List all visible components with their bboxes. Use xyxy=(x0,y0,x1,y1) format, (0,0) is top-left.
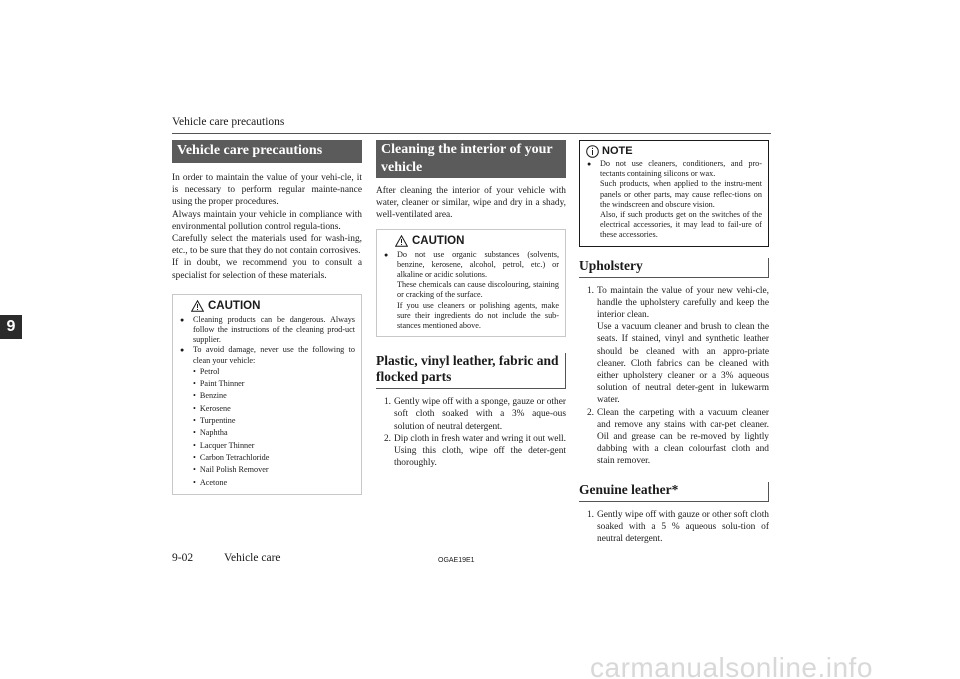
list-item: 1. Gently wipe off with gauze or other soft cloth soaked with a 5 % aqueous solu-tion of neutral detergent. xyxy=(586,509,769,545)
running-head: Vehicle care precautions xyxy=(172,116,285,128)
bullet-icon: ● xyxy=(384,250,389,259)
note-text: Such products, when applied to the instru-ment panels or other parts, may cause reflec-tions on the windscreen and obscure vision. xyxy=(600,179,762,209)
bullet-icon: ● xyxy=(587,160,592,168)
list-item: 1. Gently wipe off with a sponge, gauze or other soft cloth soaked with a 3% aque-ous solution of neutral detergent. xyxy=(383,397,566,432)
list-item: • Paint Thinner xyxy=(193,378,355,390)
paragraph: In order to maintain the value of your vehi-cle, it is necessary to perform regular mainte-nance using the proper procedures. xyxy=(172,173,362,208)
list-item: 2. Clean the carpeting with a vacuum cleaner and remove any stains with car-pet cleaner. Oil and grease can be re-moved by lightly dabbing with a clean colourfast cloth and stain remover. xyxy=(586,407,769,467)
numbered-list xyxy=(579,509,769,546)
paragraph: If in doubt, we recommend you to consult a specialist for selection of these materials. xyxy=(172,258,362,281)
list-item: • Acetone xyxy=(193,477,355,489)
caution-text: If you use cleaners or polishing agents, make sure their ingredients do not include the sub-stances mentioned above. xyxy=(397,300,559,331)
document-code: OGAE19E1 xyxy=(438,557,475,564)
warning-triangle-icon xyxy=(191,300,204,312)
section-title: Cleaning the interior of your vehicle xyxy=(376,140,566,178)
footer-title: Vehicle care xyxy=(224,552,281,564)
caution-label: CAUTION xyxy=(412,235,465,248)
column-middle xyxy=(376,140,566,469)
subsection-heading: Upholstery xyxy=(579,258,769,278)
page-number: 9-02 xyxy=(172,552,194,564)
list-item: • Carbon Tetrachloride xyxy=(193,452,355,464)
warning-triangle-icon xyxy=(395,235,408,247)
note-text: Also, if such products get on the switches of the electrical accessories, it may lead to fail-ure of these accessories. xyxy=(600,210,762,240)
list-text: Use a vacuum cleaner and brush to clean the seats. If stained, vinyl and synthetic leather should be cleaned with an appro-priate cleaner. Cloth fabrics can be cleaned with either upholstery cleaner or a 3% aqueous solution of neutral deter-gent in lukewarm water. xyxy=(597,322,769,406)
list-item: • Petrol xyxy=(193,366,355,378)
chapter-tab: 9 xyxy=(0,315,22,339)
caution-text: These chemicals can cause discolouring, staining or cracking of the surface. xyxy=(397,280,559,300)
note-header xyxy=(586,143,762,159)
list-item: • Turpentine xyxy=(193,415,355,427)
note-text: Do not use cleaners, conditioners, and pro-tectants containing silicons or wax. xyxy=(600,159,762,179)
caution-item xyxy=(383,250,559,332)
list-item: • Lacquer Thinner xyxy=(193,440,355,452)
list-item: 2. Dip cloth in fresh water and wring it out well. Using this cloth, wipe off the deter-gent thoroughly. xyxy=(383,433,566,469)
list-item: • Naphtha xyxy=(193,427,355,439)
info-icon xyxy=(586,145,599,158)
caution-box xyxy=(172,294,362,495)
caution-label: CAUTION xyxy=(208,300,261,313)
caution-text: Do not use organic substances (solvents, benzine, kerosene, alcohol, petrol, etc.) or alkaline or acidic solutions. xyxy=(397,249,559,280)
paragraph: Always maintain your vehicle in compliance with environmental pollution control regula-tions. xyxy=(172,209,362,232)
caution-item xyxy=(179,345,355,365)
section-title: Vehicle care precautions xyxy=(172,140,362,163)
list-item: • Nail Polish Remover xyxy=(193,464,355,476)
bullet-icon: ● xyxy=(180,346,185,355)
paragraph: After cleaning the interior of your vehicle with water, cleaner or similar, wipe and dry in a shady, well-ventilated area. xyxy=(376,186,566,221)
subsection-heading: Genuine leather* xyxy=(579,482,769,502)
note-item xyxy=(586,159,762,241)
bullet-icon: ● xyxy=(180,315,185,324)
caution-text: To avoid damage, never use the following to clean your vehicle: xyxy=(193,345,355,365)
caution-header xyxy=(179,298,355,315)
subsection-heading: Plastic, vinyl leather, fabric and flocked parts xyxy=(376,353,566,389)
caution-text: Cleaning products can be dangerous. Always follow the instructions of the cleaning prod-uct supplier. xyxy=(193,314,355,345)
paragraph: Carefully select the materials used for wash-ing, etc., to be sure that they do not contain corrosives. xyxy=(172,234,362,257)
caution-item xyxy=(179,315,355,346)
solvent-list xyxy=(179,366,355,489)
note-label: NOTE xyxy=(602,145,633,157)
caution-box xyxy=(376,229,566,338)
watermark: carmanualsonline.info xyxy=(590,652,873,679)
numbered-list xyxy=(579,285,769,468)
caution-header xyxy=(383,233,559,250)
list-item: • Kerosene xyxy=(193,403,355,415)
numbered-list xyxy=(376,396,566,469)
list-text: To maintain the value of your new vehi-cle, handle the upholstery carefully and keep the interior clean. xyxy=(597,285,769,321)
header-rule xyxy=(172,133,771,134)
list-item: 1. To maintain the value of your new vehi-cle, handle the upholstery carefully and keep the interior clean. Use a vacuum cleaner and brush to clean the seats. If stained, vinyl and synthetic leather should be cleaned with an appro-priate cleaner. Cloth fabrics can be cleaned with either upholstery cleaner or a 3% aqueous solution of neutral deter-gent in lukewarm water. xyxy=(586,285,769,406)
list-item: • Benzine xyxy=(193,390,355,402)
column-right xyxy=(579,140,769,545)
column-left xyxy=(172,140,362,495)
note-box xyxy=(579,140,769,247)
